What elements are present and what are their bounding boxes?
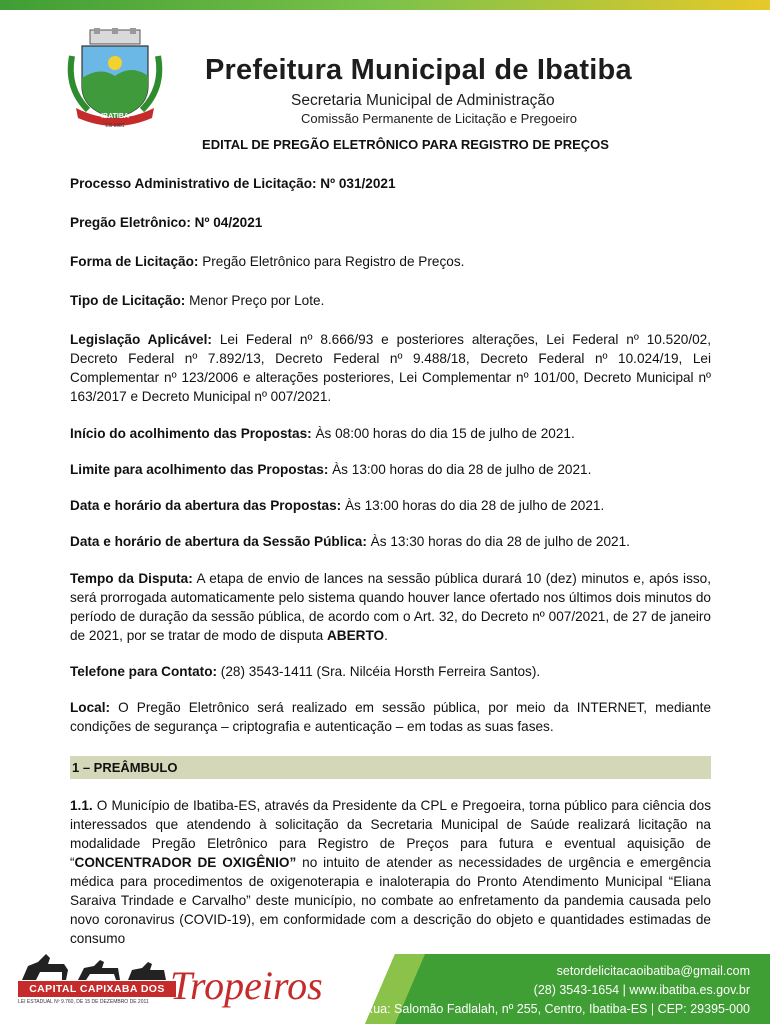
legislacao-paragraph [70,330,711,406]
document-body [70,135,711,948]
document-title: EDITAL DE PREGÃO ELETRÔNICO PARA REGISTRO DE PREÇOS [202,137,609,152]
sessao-line [70,532,711,551]
crest-banner-text: IBATIBA [101,113,129,120]
legislacao-value: Lei Federal nº 8.666/93 e posteriores alterações, Lei Federal nº 10.520/02, Decreto Federal nº 7.892/13, Decreto Federal nº 9.488/18, Decreto Federal nº 10.024/19, Lei Complementar nº 123/2006 e alterações posteriores, Lei Complementar nº 101/00, Decreto Municipal nº 163/2017 e Decreto Municipal nº 007/2021. [70,332,711,404]
footer-banner [0,948,770,1024]
crest-year-text: ES 1981 [105,123,125,129]
tempo-end: . [384,628,388,643]
inicio-label: Início do acolhimento das Propostas: [70,426,312,441]
tipo-value: Menor Preço por Lote. [185,293,325,308]
footer-email: setordelicitacaoibatiba@gmail.com [556,964,750,978]
legislacao-label: Legislação Aplicável: [70,332,212,347]
footer-phone-site: (28) 3543-1654 | www.ibatiba.es.gov.br [533,983,750,997]
paragraph-1-1 [70,796,711,948]
capital-capixaba-banner: CAPITAL CAPIXABA DOS [18,981,176,997]
inicio-line [70,424,711,443]
local-label: Local: [70,700,111,715]
pregao-line: Pregão Eletrônico: Nº 04/2021 [70,215,263,230]
forma-line [70,252,711,271]
paragraph-1-1-text-a: O Município de Ibatiba-ES, através da Presidente da CPL e Pregoeira, torna público para ciência dos interessados que atendendo à solicitação da Secretaria Municipal de Saúde realizará licitação na modalidade Pregão Eletrônico para Registro de Preços para futura e eventual aquisição de “ [70,798,711,870]
abertura-label: Data e horário da abertura das Propostas: [70,498,342,513]
limite-value: Às 13:00 horas do dia 28 de julho de 2021. [328,462,592,477]
paragraph-1-1-text-b: no intuito de atender as necessidades de urgência e emergência médica para procedimentos de oxigenoterapia e inaloterapia do Pronto Atendimento Municipal “Eliana Saraiva Trindade e Carvalho” deste município, no combate ao enfretamento da pandemia causada pelo novo coronavirus (COVID-19), em conformidade com a descrição do objeto e quantidades estimadas de consumo [70,855,711,946]
telefone-line [70,662,711,681]
header-subtitle-2: Comissão Permanente de Licitação e Pregoeiro [301,111,578,126]
paragraph-1-1-number: 1.1. [70,798,93,813]
telefone-value: (28) 3543-1411 (Sra. Nilcéia Horsth Ferreira Santos). [217,664,541,679]
sessao-label: Data e horário de abertura da Sessão Pública: [70,534,367,549]
limite-label: Limite para acolhimento das Propostas: [70,462,329,477]
local-paragraph [70,698,711,736]
forma-value: Pregão Eletrônico para Registro de Preços. [198,254,465,269]
local-value: O Pregão Eletrônico será realizado em sessão pública, por meio da INTERNET, mediante condições de segurança – criptografia e autenticação – em todas as suas fases. [70,700,711,734]
letterhead [0,10,770,129]
section-heading-preambulo: 1 – PREÂMBULO [70,756,711,779]
tempo-label: Tempo da Disputa: [70,571,193,586]
paragraph-1-1-bold: CONCENTRADOR DE OXIGÊNIO” [74,855,297,870]
footer-address: Rua: Salomão Fadlalah, nº 255, Centro, Ibatiba-ES | CEP: 29395-000 [364,1002,750,1016]
limite-line [70,460,711,479]
tropeiros-logo-text: Tropeiros [170,963,323,1008]
tipo-label: Tipo de Licitação: [70,293,186,308]
processo-line: Processo Administrativo de Licitação: Nº 031/2021 [70,176,396,191]
header-title: Prefeitura Municipal de Ibatiba [205,54,632,86]
tempo-value: A etapa de envio de lances na sessão pública durará 10 (dez) minutos e, após isso, será prorrogada automaticamente pelo sistema quando houver lance ofertado nos últimos dois minutos do período de duração da sessão pública, de acordo com o Art. 32, do Decreto nº 007/2021, de 27 de janeiro de 2021, por se tratar de modo de disputa [70,571,711,643]
header-subtitle: Secretaria Municipal de Administração [291,92,555,109]
abertura-value: Às 13:00 horas do dia 28 de julho de 2021. [341,498,605,513]
tipo-line [70,291,711,310]
inicio-value: Às 08:00 horas do dia 15 de julho de 2021. [311,426,575,441]
telefone-label: Telefone para Contato: [70,664,218,679]
forma-label: Forma de Licitação: [70,254,199,269]
tempo-paragraph [70,569,711,645]
top-color-bar [0,0,770,10]
sessao-value: Às 13:30 horas do dia 28 de julho de 2021. [366,534,630,549]
municipal-crest-logo [60,28,170,130]
tropeiro-horse-silhouette-icon [18,950,168,982]
footer-law-text: LEI ESTADUAL Nº 9.760, DE 15 DE DEZEMBRO DE 2011 [18,999,149,1005]
abertura-line [70,496,711,515]
tempo-bold: ABERTO [326,628,385,643]
